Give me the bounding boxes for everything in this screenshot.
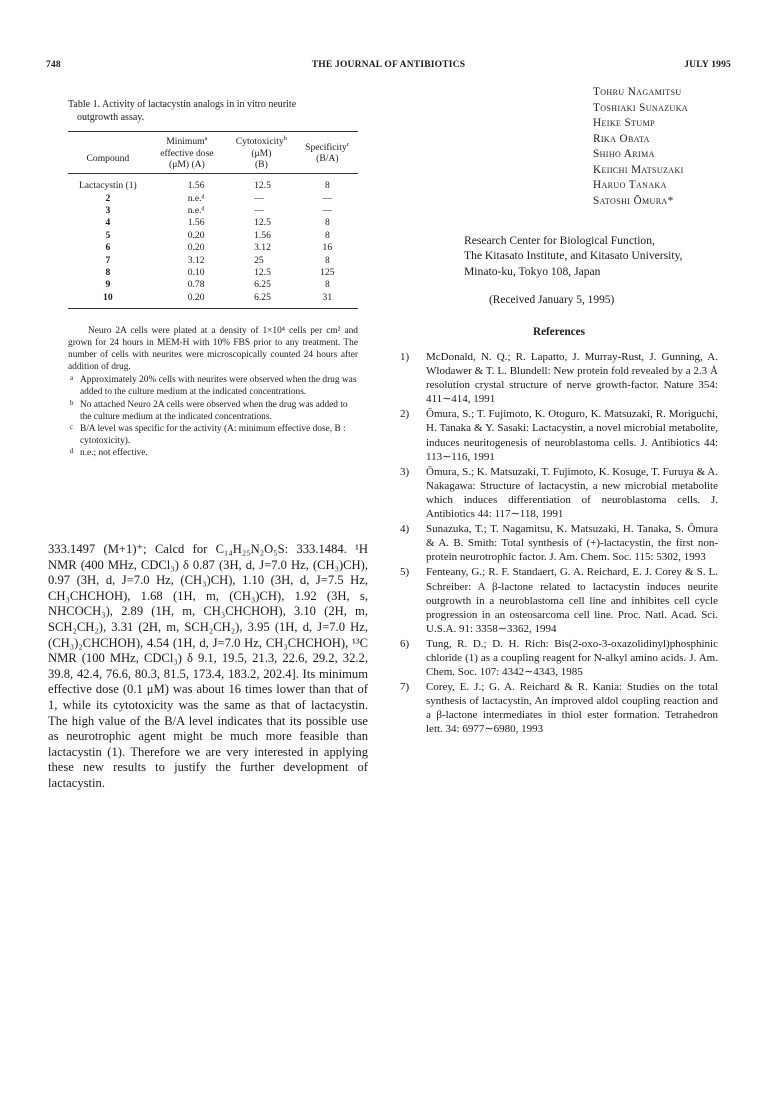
reference-item: 2) Ōmura, S.; T. Fujimoto, K. Otoguro, K. Matsuzaki, R. Moriguchi, H. Tanaka & Y. Sasaki: Lactacystin, a novel microbial metabolite, induces neuritogenesis of neuroblastoma cells. J. Antibiotics 44: 113∼116, 1991 (400, 408, 718, 463)
reference-item: 6) Tung, R. D.; D. H. Rich: Bis(2-oxo-3-oxazolidinyl)phosphinic chloride (1) as a coupling reagent for N-alkyl amino acids. J. Am. Chem. Soc. 107: 4342∼4343, 1985 (400, 637, 718, 679)
author: Tohru Nagamitsu (593, 86, 682, 98)
table-row: 3 n.e.ᵈ — — (105, 204, 333, 216)
header-min-dose: Minimum$^a$ effective dose (μM) (A) (148, 132, 226, 173)
table-note-intro: Neuro 2A cells were plated at a density of 1×10⁴ cells per cm² and grown for 24 hours in MEM-H with 10% FBS prior to any treatment. The number of cells with neurites were microscopically counted 24 hours after addition of drug. (68, 326, 358, 373)
table-row: 2 n.e.ᵈ — — (105, 192, 333, 204)
table-row: 6 0.20 3.12 16 (105, 242, 333, 254)
journal-title: THE JOURNAL OF ANTIBIOTICS (311, 60, 466, 70)
table-row: 4 1.56 12.5 8 (105, 217, 330, 229)
author: Shiho Arima (593, 148, 655, 160)
table-row: 9 0.78 6.25 8 (105, 279, 330, 291)
page-number: 748 (46, 60, 61, 70)
references-heading: References (533, 326, 585, 338)
header-compound: Compound (68, 132, 148, 173)
author-list (593, 85, 688, 209)
author: Haruo Tanaka (593, 179, 667, 191)
table-caption-line2: outgrowth assay. (77, 112, 145, 123)
author: Heike Stump (593, 117, 655, 129)
footnote-d: d n.e.; not effective. (70, 446, 148, 458)
received-date: (Received January 5, 1995) (489, 294, 615, 306)
table-row: Lactacystin (1) 1.56 12.5 8 (78, 180, 330, 192)
footnote-a: a Approximately 20% cells with neurites were observed when the drug was added to the culture medium at the indicated concentrations. (70, 374, 357, 398)
reference-item: 4) Sunazuka, T.; T. Nagamitsu, K. Matsuzaki, H. Tanaka, S. Ōmura & A. B. Smith: Total synthesis of (+)-lactacystin, the first non-protein neurotrophic factor. J. Am. Chem. Soc. 115: 5302, 1993 (400, 523, 718, 564)
table-row: 5 0.20 1.56 8 (105, 229, 330, 241)
table-caption-line1: Table 1. Activity of lactacystin analogs in in vitro neurite (68, 99, 297, 110)
table-row: 7 3.12 25 8 (105, 254, 330, 266)
table-caption (68, 98, 358, 124)
header-cytotoxicity: Cytotoxicity$^b$ (μM) (B) (226, 132, 297, 173)
reference-list (400, 350, 718, 738)
reference-item: 3) Ōmura, S.; K. Matsuzaki, T. Fujimoto, K. Kosuge, T. Furuya & A. Nakagawa: Structure of lactacystin, a new microbial metabolite which induces differentiation of neuroblastoma cells. J. Antibiotics 44: 117∼118, 1991 (400, 465, 718, 521)
reference-item: 5) Fenteany, G.; R. F. Standaert, G. A. Reichard, E. J. Corey & S. L. Schreiber: A β-lactone related to lactacystin induces neurite outgrowth in a neuroblastoma cell line and inhibites cell cycle progression in an osteosarcoma cell line. Proc. Natl. Acad. Sci. U.S.A. 91: 3358∼3362, 1994 (400, 566, 718, 635)
author: Rika Obata (593, 132, 650, 145)
footnote-c: c B/A level was specific for the activity (A: minimum effective dose, B : cytotoxicity). (70, 422, 346, 446)
affiliation-line: Research Center for Biological Function, (464, 234, 655, 247)
body-text (48, 542, 368, 792)
reference-item: 1) McDonald, N. Q.; R. Lapatto, J. Murray-Rust, J. Gunning, A. Wlodawer & T. L. Blundell: New protein fold revealed by a 2.3 Å resolution crystal structure of nerve growth-factor. Nature 354: 411∼414, 1991 (400, 351, 718, 406)
header-specificity: Specificity$^c$ (B/A) (297, 132, 358, 173)
table-row: 10 0.20 6.25 31 (68, 291, 358, 308)
body-paragraph: 333.1497 (M+1)⁺; Calcd for C₁₄H₂₅N₂O₅S: 333.1484. ¹H NMR (400 MHz, CDCl₃) δ 0.87 (3H, d, J=7.0 Hz, (CH₃)CH), 0.97 (3H, d, J=7.0 Hz, (CH₃)CH), 1.10 (3H, d, J=7.5 Hz, CH₃CHCHOH), 1.68 (1H, m, (CH₃)CH), 1.92 (3H, s, NHCOCH₃), 2.89 (1H, m, CH₃CHCHOH), 3.10 (2H, m, SCH₂CH₂), 3.31 (2H, m, SCH₂CH₂), 3.95 (1H, d, J=7.0 Hz, (CH₃)₂CHCHOH), 4.54 (1H, d, J=7.0 Hz, CH₃CHCHOH), ¹³C NMR (100 MHz, CDCl₃) δ 9.1, 19.5, 21.3, 22.6, 29.2, 32.2, 39.8, 42.4, 76.6, 80.3, 81.5, 173.4, 183.2, 202.4]. Its minimum effective dose (0.1 μM) was about 16 times lower than that of 1, while its cytotoxicity was the same as that of lactacystin. The high value of the B/A level indicates that its possible use as neurotrophic agent might be much more feasible than lactacystin (1). Therefore we are very interested in applying these new results to justify the further development of lactacystin. (48, 542, 368, 790)
author: Satoshi Ōmura* (593, 194, 674, 207)
author: Keiichi Matsuzaki (593, 163, 684, 176)
issue-date: JULY 1995 (684, 60, 731, 70)
table-row: 8 0.10 12.5 125 (105, 266, 335, 278)
author: Toshiaki Sunazuka (593, 101, 689, 114)
table-notes (68, 325, 358, 459)
affiliation (464, 233, 683, 279)
affiliation-line: Minato-ku, Tokyo 108, Japan (464, 264, 601, 278)
activity-table (68, 131, 358, 309)
affiliation-line: The Kitasato Institute, and Kitasato University, (464, 249, 683, 263)
reference-item: 7) Corey, E. J.; G. A. Reichard & R. Kania: Studies on the total synthesis of lactacystin, An improved aldol coupling reaction and a β-lactone intermediates in thiol ester formation. Tetrahedron lett. 34: 6977∼6980, 1993 (400, 681, 718, 736)
footnote-b: b No attached Neuro 2A cells were observed when the drug was added to the culture medium at the indicated concentrations. (70, 398, 348, 422)
